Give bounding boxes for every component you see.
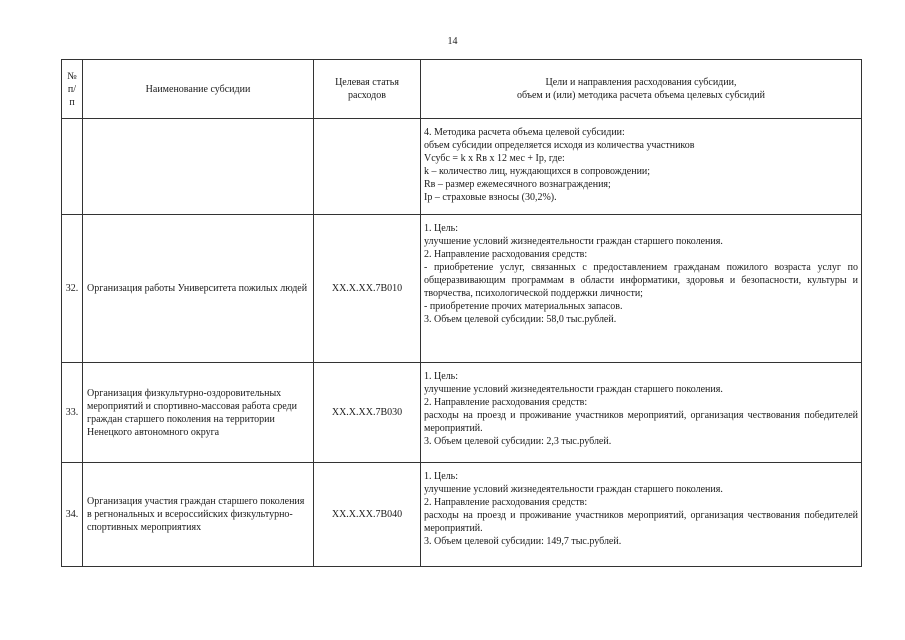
table-row-32 xyxy=(62,215,862,363)
row-number: 34. xyxy=(62,463,83,567)
goal-line: улучшение условий жизнедеятельности граждан старшего поколения. xyxy=(424,484,723,495)
goal-line: 3. Объем целевой субсидии: 58,0 тыс.рублей. xyxy=(424,314,617,325)
header-subsidy-name: Наименование субсидии xyxy=(83,60,314,119)
goal-line: - приобретение прочих материальных запасов. xyxy=(424,301,623,312)
row-goals xyxy=(421,363,862,463)
subsidy-table xyxy=(61,59,862,567)
row-target-article xyxy=(314,119,421,215)
header-goals-line: объем и (или) методика расчета объема целевых субсидий xyxy=(516,90,765,101)
goal-line: 1. Цель: xyxy=(424,371,458,382)
row-subsidy-name xyxy=(83,119,314,215)
row-target-article: ХХ.Х.ХХ.7В010 xyxy=(314,215,421,363)
row-goals xyxy=(421,215,862,363)
goal-line: 3. Объем целевой субсидии: 2,3 тыс.рублей. xyxy=(424,436,612,447)
header-number-line: п xyxy=(69,96,75,108)
goal-line: Rв – размер ежемесячного вознаграждения; xyxy=(424,179,611,190)
row-number: 33. xyxy=(62,363,83,463)
goal-line: 1. Цель: xyxy=(424,223,458,234)
goal-line: k – количество лиц, нуждающихся в сопровождении; xyxy=(424,166,651,177)
header-target-article-line: расходов xyxy=(348,90,386,101)
header-number-line: п/ xyxy=(67,83,77,95)
goal-line: расходы на проезд и проживание участников мероприятий, организация чествования победителей мероприятий. xyxy=(424,510,858,534)
goal-line: Iр – страховые взносы (30,2%). xyxy=(424,192,557,203)
header-goals-line: Цели и направления расходования субсидии, xyxy=(545,77,737,88)
row-number xyxy=(62,119,83,215)
goal-line: - приобретение услуг, связанных с предоставлением гражданам пожилого возраста услуг по общеразвивающим программам в области информатики, здоровья и безопасности, культуры и творчества, психологической поддержки личности; xyxy=(424,262,858,299)
goal-line: улучшение условий жизнедеятельности граждан старшего поколения. xyxy=(424,236,723,247)
table-row-continuation xyxy=(62,119,862,215)
header-goals xyxy=(421,60,862,119)
table-row-34 xyxy=(62,463,862,567)
row-subsidy-name: Организация работы Университета пожилых людей xyxy=(83,215,314,363)
row-goals xyxy=(421,119,862,215)
goal-line: Vсубс = k х Rв х 12 мес + Iр, где: xyxy=(424,153,565,164)
header-number xyxy=(62,60,83,119)
goal-line: 4. Методика расчета объема целевой субсидии: xyxy=(424,127,625,138)
goal-line: 2. Направление расходования средств: xyxy=(424,249,588,260)
goal-line: улучшение условий жизнедеятельности граждан старшего поколения. xyxy=(424,384,723,395)
row-target-article: ХХ.Х.ХХ.7В030 xyxy=(314,363,421,463)
row-goals xyxy=(421,463,862,567)
goal-line: 2. Направление расходования средств: xyxy=(424,497,588,508)
table-row-33 xyxy=(62,363,862,463)
goal-line: 1. Цель: xyxy=(424,471,458,482)
goal-line: 2. Направление расходования средств: xyxy=(424,397,588,408)
row-subsidy-name: Организация физкультурно-оздоровительных мероприятий и спортивно-массовая работа среди граждан старшего поколения на территории Ненецкого автономного округа xyxy=(83,363,314,463)
table-header-row xyxy=(62,60,862,119)
page-number: 14 xyxy=(447,36,458,47)
header-target-article-line: Целевая статья xyxy=(335,77,399,88)
header-number-line: № xyxy=(67,70,77,82)
goal-line: 3. Объем целевой субсидии: 149,7 тыс.рублей. xyxy=(424,536,622,547)
row-target-article: ХХ.Х.ХХ.7В040 xyxy=(314,463,421,567)
goal-line: расходы на проезд и проживание участников мероприятий, организация чествования победителей мероприятий. xyxy=(424,410,858,434)
row-number: 32. xyxy=(62,215,83,363)
row-subsidy-name: Организация участия граждан старшего поколения в регнональных и всероссийских физкультурно-спортивных мероприятиях xyxy=(83,463,314,567)
header-target-article xyxy=(314,60,421,119)
goal-line: объем субсидии определяется исходя из количества участников xyxy=(424,140,695,151)
